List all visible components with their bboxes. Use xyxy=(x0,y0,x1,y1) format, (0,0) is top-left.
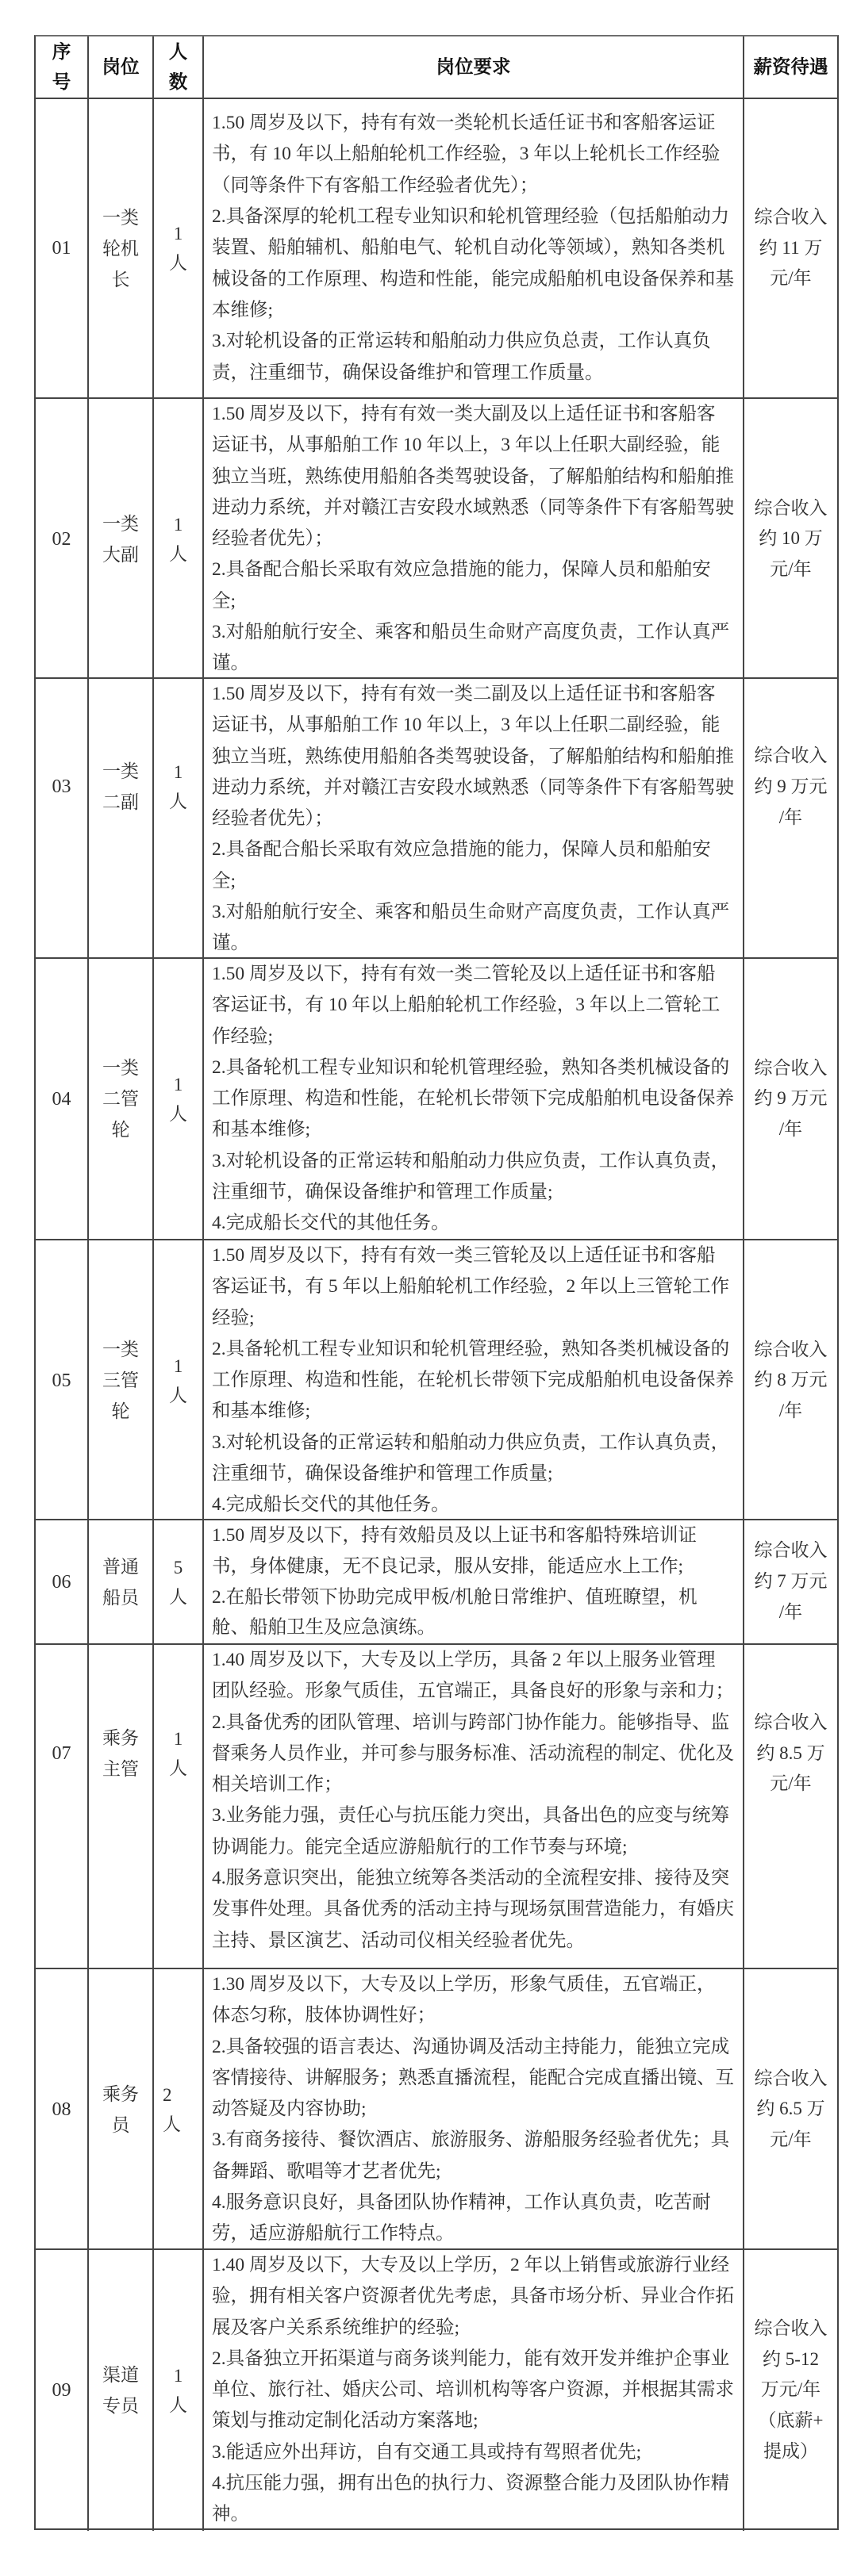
headcount-line: 1 xyxy=(173,1074,183,1094)
requirement-line: 1.50 周岁及以下，持有效船员及以上证书和客船特殊培训证 xyxy=(212,1525,697,1547)
serial-cell xyxy=(36,399,87,680)
headcount-cell xyxy=(152,2250,202,2531)
requirements-cell xyxy=(202,679,743,960)
requirement-line: 械设备的工作原理、构造和性能，能完成船舶机电设备保养和基 xyxy=(212,268,734,289)
position-name-line: 主管 xyxy=(102,1759,139,1779)
requirement-line: 全; xyxy=(212,870,236,891)
headcount-line: 人 xyxy=(169,1586,187,1607)
position-cell xyxy=(87,1645,152,1968)
header-count-line: 人 xyxy=(168,41,188,63)
requirement-line: 3.对船舶航行安全、乘客和船员生命财产高度负责，工作认真严 xyxy=(212,622,730,643)
requirement-line: 运证书，从事船舶工作 10 年以上，3 年以上任职二副经验，能 xyxy=(212,715,721,736)
requirement-line: 策划与推动定制化活动方案落地; xyxy=(212,2410,478,2432)
requirements-cell xyxy=(202,1240,743,1521)
requirement-line: 2.具备配合船长采取有效应急措施的能力，保障人员和船舶安 xyxy=(212,839,711,861)
salary-line: 约 11 万 xyxy=(759,237,823,258)
header-requirements-label: 岗位要求 xyxy=(436,56,511,78)
requirement-line: 1.40 周岁及以下，大专及以上学历，具备 2 年以上服务业管理 xyxy=(212,1650,716,1670)
serial-cell xyxy=(36,1969,87,2250)
salary-cell xyxy=(743,1969,837,2250)
header-count-line: 数 xyxy=(168,71,188,93)
requirement-line: 展及客户关系系统维护的经验; xyxy=(212,2317,460,2338)
requirement-line: 2.具备轮机工程专业知识和轮机管理经验，熟知各类机械设备的 xyxy=(212,1056,730,1078)
requirements-cell xyxy=(202,1520,743,1643)
salary-line: 约 5-12 xyxy=(763,2348,819,2369)
requirement-line: 2.具备深厚的轮机工程专业知识和轮机管理经验（包括船舶动力 xyxy=(212,206,730,228)
serial-number: 02 xyxy=(52,528,71,550)
serial-number: 09 xyxy=(52,2379,71,2401)
salary-line: 综合收入 xyxy=(754,1712,828,1732)
salary-line: 综合收入 xyxy=(754,746,828,766)
requirement-line: 4.服务意识良好，具备团队协作精神，工作认真负责，吃苦耐 xyxy=(212,2192,711,2214)
requirements-cell xyxy=(202,99,743,397)
salary-line: 综合收入 xyxy=(754,1540,828,1561)
requirement-line: 相关培训工作； xyxy=(212,1774,343,1796)
position-name-line: 二管 xyxy=(102,1089,139,1110)
serial-number: 08 xyxy=(52,2099,71,2120)
requirement-line: 动答疑及内容协助; xyxy=(212,2099,367,2120)
salary-line: 综合收入 xyxy=(754,2068,828,2088)
requirement-line: 工作原理、构造和性能，在轮机长带领下完成船舶机电设备保养 xyxy=(212,1370,734,1391)
requirement-line: 1.50 周岁及以下，持有有效一类轮机长适任证书和客船客运证 xyxy=(212,113,716,134)
header-position xyxy=(87,36,152,98)
headcount-cell xyxy=(152,1520,202,1643)
requirement-line: 2.具备较强的语言表达、沟通协调及活动主持能力，能独立完成 xyxy=(212,2036,730,2057)
requirement-line: 3.有商务接待、餐饮酒店、旅游服务、游船服务经验者优先；具 xyxy=(212,2129,730,2151)
requirement-line: 和基本维修; xyxy=(212,1401,311,1422)
position-name-line: 渠道 xyxy=(102,2364,139,2385)
salary-line: 提成） xyxy=(763,2441,818,2462)
headcount-line: 1 xyxy=(173,1355,183,1376)
headcount-line: 1 xyxy=(173,514,183,535)
header-requirements xyxy=(202,36,743,98)
requirement-line: 和基本维修; xyxy=(212,1119,311,1140)
headcount-line: 2 xyxy=(163,2084,172,2105)
position-name-line: 一类 xyxy=(102,513,139,534)
requirement-line: 客运证书，有 5 年以上船舶轮机工作经验，2 年以上三管轮工作 xyxy=(212,1276,730,1298)
requirement-line: 单位、旅行社、婚庆公司、培训机构等客户资源，并根据其需求 xyxy=(212,2379,734,2401)
table-row xyxy=(36,2248,837,2528)
recruitment-table xyxy=(34,35,839,2530)
requirement-line: 体态匀称，肢体协调性好； xyxy=(212,2005,436,2026)
requirement-line: 2.具备优秀的团队管理、培训与跨部门协作能力。能够指导、监 xyxy=(212,1712,730,1733)
position-name-line: 一类 xyxy=(102,1340,139,1360)
header-salary xyxy=(743,36,837,98)
salary-cell xyxy=(743,1240,837,1521)
salary-cell xyxy=(743,1520,837,1643)
position-cell xyxy=(87,959,152,1240)
position-cell xyxy=(87,1969,152,2250)
serial-cell xyxy=(36,959,87,1240)
requirement-line: 3.对船舶航行安全、乘客和船员生命财产高度负责，工作认真严 xyxy=(212,902,730,923)
requirement-line: 1.50 周岁及以下，持有有效一类大副及以上适任证书和客船客 xyxy=(212,404,716,424)
requirement-line: 3.对轮机设备的正常运转和船舶动力供应负责，工作认真负责， xyxy=(212,1432,730,1453)
table-row xyxy=(36,98,837,397)
requirement-line: 书，身体健康，无不良记录，服从安排，能适应水上工作; xyxy=(212,1555,684,1577)
salary-line: 约 9 万元 xyxy=(754,1088,828,1109)
salary-cell xyxy=(743,959,837,1240)
salary-line: /年 xyxy=(778,1601,803,1622)
serial-cell xyxy=(36,1520,87,1643)
requirement-line: 装置、船舶辅机、船舶电气、轮机自动化等领域），熟知各类机 xyxy=(212,237,725,259)
position-name-line: 乘务 xyxy=(102,1728,139,1748)
requirement-line: 3.对轮机设备的正常运转和船舶动力供应负总责，工作认真负 xyxy=(212,331,711,352)
requirement-line: 3.业务能力强，责任心与抗压能力突出，具备出色的应变与统筹 xyxy=(212,1805,730,1827)
salary-line: 综合收入 xyxy=(754,1339,828,1359)
serial-cell xyxy=(36,2250,87,2531)
headcount-cell xyxy=(152,1969,202,2250)
salary-cell xyxy=(743,2250,837,2531)
header-serial-line: 号 xyxy=(52,71,71,93)
requirements-cell xyxy=(202,959,743,1240)
serial-number: 04 xyxy=(52,1088,71,1110)
requirement-line: 经验者优先）； xyxy=(212,528,333,550)
requirement-line: 客情接待、讲解服务；熟悉直播流程，能配合完成直播出镜、互 xyxy=(212,2067,734,2088)
requirement-line: 督乘务人员作业，并可参与服务标准、活动流程的制定、优化及 xyxy=(212,1742,734,1764)
table-row xyxy=(36,1519,837,1643)
headcount-cell xyxy=(152,679,202,960)
headcount-line: 人 xyxy=(169,1385,187,1405)
table-row xyxy=(36,957,837,1239)
requirement-line: 备舞蹈、歌唱等才艺者优先; xyxy=(212,2160,441,2182)
position-cell xyxy=(87,1240,152,1521)
salary-line: 元/年 xyxy=(770,559,812,580)
salary-line: 约 6.5 万 xyxy=(756,2099,825,2119)
requirement-line: 主持、景区演艺、活动司仪相关经验者优先。 xyxy=(212,1930,585,1951)
requirement-line: 客运证书，有 10 年以上船舶轮机工作经验，3 年以上二管轮工 xyxy=(212,995,721,1016)
serial-number: 07 xyxy=(52,1743,71,1764)
position-name-line: 轮机 xyxy=(102,238,139,259)
requirement-line: 进动力系统，并对赣江吉安段水域熟悉（同等条件下有客船驾驶 xyxy=(212,496,734,518)
position-cell xyxy=(87,99,152,397)
requirement-line: 发事件处理。具备优秀的活动主持与现场氛围营造能力，有婚庆 xyxy=(212,1899,734,1920)
headcount-line: 人 xyxy=(169,2394,187,2415)
headcount-cell xyxy=(152,1240,202,1521)
position-name-line: 一类 xyxy=(102,1058,139,1079)
salary-cell xyxy=(743,679,837,960)
requirement-line: 进动力系统，并对赣江吉安段水域熟悉（同等条件下有客船驾驶 xyxy=(212,776,734,798)
serial-number: 03 xyxy=(52,776,71,798)
requirements-cell xyxy=(202,2250,743,2531)
serial-cell xyxy=(36,679,87,960)
table-row xyxy=(36,1643,837,1968)
requirement-line: 4.完成船长交代的其他任务。 xyxy=(212,1213,450,1234)
salary-line: 约 8.5 万 xyxy=(756,1742,825,1763)
position-cell xyxy=(87,2250,152,2531)
header-serial xyxy=(36,36,87,98)
table-row xyxy=(36,1968,837,2248)
requirement-line: 1.50 周岁及以下，持有有效一类二管轮及以上适任证书和客船 xyxy=(212,964,716,984)
salary-cell xyxy=(743,1645,837,1968)
requirement-line: 3.能适应外出拜访，自有交通工具或持有驾照者优先; xyxy=(212,2441,642,2463)
headcount-line: 人 xyxy=(169,1103,187,1124)
requirement-line: 1.50 周岁及以下，持有有效一类三管轮及以上适任证书和客船 xyxy=(212,1245,716,1266)
requirement-line: 书，有 10 年以上船舶轮机工作经验，3 年以上轮机长工作经验 xyxy=(212,144,721,165)
requirement-line: 作经验; xyxy=(212,1025,274,1047)
requirement-line: 团队经验。形象气质佳，五官端正，具备良好的形象与亲和力； xyxy=(212,1681,734,1702)
header-salary-label: 薪资待遇 xyxy=(753,56,828,78)
position-name-line: 二副 xyxy=(102,792,139,813)
salary-line: 综合收入 xyxy=(754,1057,828,1078)
salary-cell xyxy=(743,99,837,397)
headcount-line: 人 xyxy=(169,792,187,812)
position-cell xyxy=(87,399,152,680)
header-position-label: 岗位 xyxy=(102,56,140,78)
requirement-line: 运证书，从事船舶工作 10 年以上，3 年以上任职大副经验，能 xyxy=(212,435,721,456)
table-row xyxy=(36,397,837,677)
requirement-line: 劳，适应游船航行工作特点。 xyxy=(212,2223,455,2244)
salary-line: 综合收入 xyxy=(754,2317,828,2338)
requirement-line: 协调能力。能完全适应游船航行的工作节奏与环境; xyxy=(212,1836,628,1857)
requirement-line: 全; xyxy=(212,590,236,611)
serial-number: 06 xyxy=(52,1571,71,1593)
requirement-line: 独立当班，熟练使用船舶各类驾驶设备，了解船舶结构和船舶推 xyxy=(212,466,734,487)
headcount-line: 1 xyxy=(173,1729,183,1749)
requirements-cell xyxy=(202,1645,743,1968)
requirement-line: 注重细节，确保设备维护和管理工作质量; xyxy=(212,1463,553,1485)
requirement-line: 1.40 周岁及以下，大专及以上学历，2 年以上销售或旅游行业经 xyxy=(212,2255,730,2275)
requirements-cell xyxy=(202,399,743,680)
salary-line: 元/年 xyxy=(770,2129,812,2150)
position-name-line: 轮 xyxy=(111,1401,130,1422)
serial-number: 01 xyxy=(52,238,71,259)
requirement-line: 2.具备配合船长采取有效应急措施的能力，保障人员和船舶安 xyxy=(212,559,711,581)
serial-number: 05 xyxy=(52,1370,71,1391)
salary-line: 约 7 万元 xyxy=(754,1571,828,1592)
position-name-line: 长 xyxy=(111,269,130,289)
salary-line: 元/年 xyxy=(770,1773,812,1794)
position-name-line: 普通 xyxy=(102,1556,139,1577)
table-row xyxy=(36,677,837,957)
header-serial-line: 序 xyxy=(52,41,71,63)
position-name-line: 三管 xyxy=(102,1370,139,1391)
requirement-line: 责，注重细节，确保设备维护和管理工作质量。 xyxy=(212,362,604,383)
headcount-line: 1 xyxy=(173,2365,183,2386)
requirement-line: 4.服务意识突出，能独立统筹各类活动的全流程安排、接待及突 xyxy=(212,1868,730,1889)
requirement-line: 2.具备独立开拓渠道与商务谈判能力，能有效开发并维护企事业 xyxy=(212,2348,730,2369)
headcount-cell xyxy=(152,399,202,680)
requirement-line: 独立当班，熟练使用船舶各类驾驶设备，了解船舶结构和船舶推 xyxy=(212,746,734,767)
salary-line: /年 xyxy=(778,1401,803,1421)
requirement-line: 经验者优先）； xyxy=(212,808,333,830)
salary-line: 约 10 万 xyxy=(759,528,823,549)
salary-line: （底薪+ xyxy=(758,2410,824,2431)
table-row xyxy=(36,1239,837,1519)
headcount-line: 人 xyxy=(169,253,187,273)
headcount-line: 人 xyxy=(169,543,187,564)
headcount-cell xyxy=(152,99,202,397)
position-name-line: 轮 xyxy=(111,1120,130,1140)
table-header-row xyxy=(36,36,837,98)
requirement-line: 舱、船舶卫生及应急演练。 xyxy=(212,1617,436,1639)
salary-line: /年 xyxy=(778,807,803,827)
salary-line: /年 xyxy=(778,1119,803,1140)
salary-cell xyxy=(743,399,837,680)
requirement-line: 4.完成船长交代的其他任务。 xyxy=(212,1494,450,1516)
headcount-line: 人 xyxy=(163,2114,181,2134)
serial-cell xyxy=(36,1240,87,1521)
requirement-line: 3.对轮机设备的正常运转和船舶动力供应负责，工作认真负责， xyxy=(212,1150,730,1171)
requirement-line: 1.30 周岁及以下，大专及以上学历，形象气质佳，五官端正， xyxy=(212,1974,716,1995)
position-cell xyxy=(87,1520,152,1643)
salary-line: 万元/年 xyxy=(760,2379,821,2400)
position-name-line: 乘务 xyxy=(102,2083,139,2104)
position-name-line: 员 xyxy=(111,2114,130,2135)
headcount-line: 1 xyxy=(173,762,183,783)
position-cell xyxy=(87,679,152,960)
serial-cell xyxy=(36,99,87,397)
requirement-line: 工作原理、构造和性能，在轮机长带领下完成船舶机电设备保养 xyxy=(212,1088,734,1110)
position-name-line: 一类 xyxy=(102,761,139,782)
position-name-line: 大副 xyxy=(102,544,139,565)
requirement-line: 验，拥有相关客户资源者优先考虑，具备市场分析、异业合作拓 xyxy=(212,2286,734,2307)
salary-line: 元/年 xyxy=(770,268,812,289)
salary-line: 约 9 万元 xyxy=(754,776,828,796)
requirement-line: 谨。 xyxy=(212,933,249,954)
header-count xyxy=(152,36,202,98)
requirement-line: 2.具备轮机工程专业知识和轮机管理经验，熟知各类机械设备的 xyxy=(212,1338,730,1359)
headcount-line: 1 xyxy=(173,224,183,243)
requirement-line: 注重细节，确保设备维护和管理工作质量; xyxy=(212,1182,553,1203)
requirement-line: 4.抗压能力强，拥有出色的执行力、资源整合能力及团队协作精 xyxy=(212,2473,730,2494)
requirements-cell xyxy=(202,1969,743,2250)
headcount-cell xyxy=(152,959,202,1240)
requirement-line: （同等条件下有客船工作经验者优先）； xyxy=(212,174,539,196)
position-name-line: 一类 xyxy=(102,207,139,228)
headcount-cell xyxy=(152,1645,202,1968)
salary-line: 综合收入 xyxy=(754,206,828,227)
requirement-line: 1.50 周岁及以下，持有有效一类二副及以上适任证书和客船客 xyxy=(212,684,716,704)
salary-line: 综合收入 xyxy=(754,497,828,518)
position-name-line: 船员 xyxy=(102,1587,139,1608)
requirement-line: 2.在船长带领下协助完成甲板/机舱日常维护、值班瞭望，机 xyxy=(212,1586,698,1608)
requirement-line: 本维修; xyxy=(212,299,274,320)
headcount-line: 人 xyxy=(169,1758,187,1778)
headcount-line: 5 xyxy=(173,1557,183,1577)
requirement-line: 谨。 xyxy=(212,653,249,674)
requirement-line: 经验; xyxy=(212,1307,255,1328)
position-name-line: 专员 xyxy=(102,2395,139,2416)
requirement-line: 神。 xyxy=(212,2504,249,2525)
salary-line: 约 8 万元 xyxy=(754,1370,828,1390)
serial-cell xyxy=(36,1645,87,1968)
